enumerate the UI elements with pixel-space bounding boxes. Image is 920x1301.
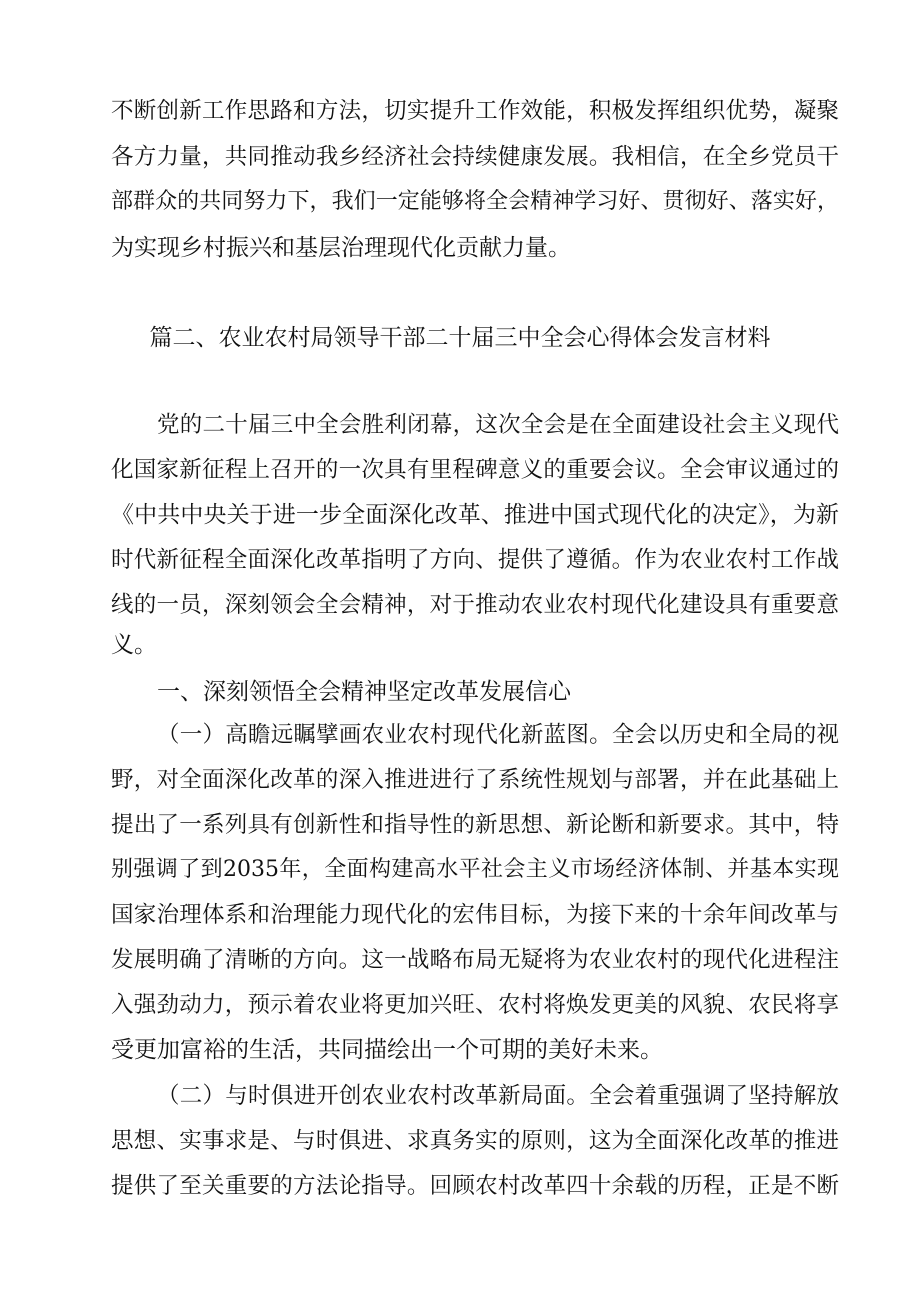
intro-line-3: 部群众的共同努力下，我们一定能够将全会精神学习好、贯彻好、落实好，: [111, 189, 839, 214]
para1-line-6: 义。: [111, 632, 157, 658]
para2-line-2: 野，对全面深化改革的深入推进进行了系统性规划与部署，并在此基础上: [111, 767, 839, 793]
para3-line-3: 提供了至关重要的方法论指导。回顾农村改革四十余载的历程，正是不断: [111, 1173, 839, 1199]
para2-line-6: 发展明确了清晰的方向。这一战略布局无疑将为农业农村的现代化进程注: [111, 947, 839, 973]
para3-line-1: （二）与时俱进开创农业农村改革新局面。全会着重强调了坚持解放: [157, 1083, 839, 1109]
para3-line-2: 思想、实事求是、与时俱进、求真务实的原则，这为全面深化改革的推进: [111, 1128, 839, 1154]
article-title: 篇二、农业农村局领导干部二十届三中全会心得体会发言材料: [149, 325, 771, 351]
para1-line-3: 《中共中央关于进一步全面深化改革、推进中国式现代化的决定》，为新: [111, 502, 839, 528]
para2-line-8: 受更加富裕的生活，共同描绘出一个可期的美好未来。: [111, 1037, 663, 1063]
para2-line-4: 别强调了到2035年，全面构建高水平社会主义市场经济体制、并基本实现: [111, 857, 839, 882]
para1-line-1: 党的二十届三中全会胜利闭幕，这次全会是在全面建设社会主义现代: [157, 412, 839, 438]
intro-line-1: 不断创新工作思路和方法，切实提升工作效能，积极发挥组织优势，凝聚: [111, 98, 839, 124]
para1-line-2: 化国家新征程上召开的一次具有里程碑意义的重要会议。全会审议通过的: [111, 457, 839, 483]
section-heading-1: 一、深刻领悟全会精神坚定改革发展信心: [157, 679, 571, 705]
intro-line-4: 为实现乡村振兴和基层治理现代化贡献力量。: [111, 235, 571, 261]
para2-line-7: 入强劲动力，预示着农业将更加兴旺、农村将焕发更美的风貌、农民将享: [111, 992, 839, 1018]
para1-line-5: 线的一员，深刻领会全会精神，对于推动农业农村现代化建设具有重要意: [111, 592, 839, 618]
para2-line-3: 提出了一系列具有创新性和指导性的新思想、新论断和新要求。其中，特: [111, 812, 839, 838]
para2-line-5: 国家治理体系和治理能力现代化的宏伟目标，为接下来的十余年间改革与: [111, 902, 839, 928]
para2-line-1: （一）高瞻远瞩擘画农业农村现代化新蓝图。全会以历史和全局的视: [157, 722, 839, 748]
para1-line-4: 时代新征程全面深化改革指明了方向、提供了遵循。作为农业农村工作战: [111, 547, 839, 573]
intro-line-2: 各方力量，共同推动我乡经济社会持续健康发展。我相信，在全乡党员干: [111, 144, 839, 170]
